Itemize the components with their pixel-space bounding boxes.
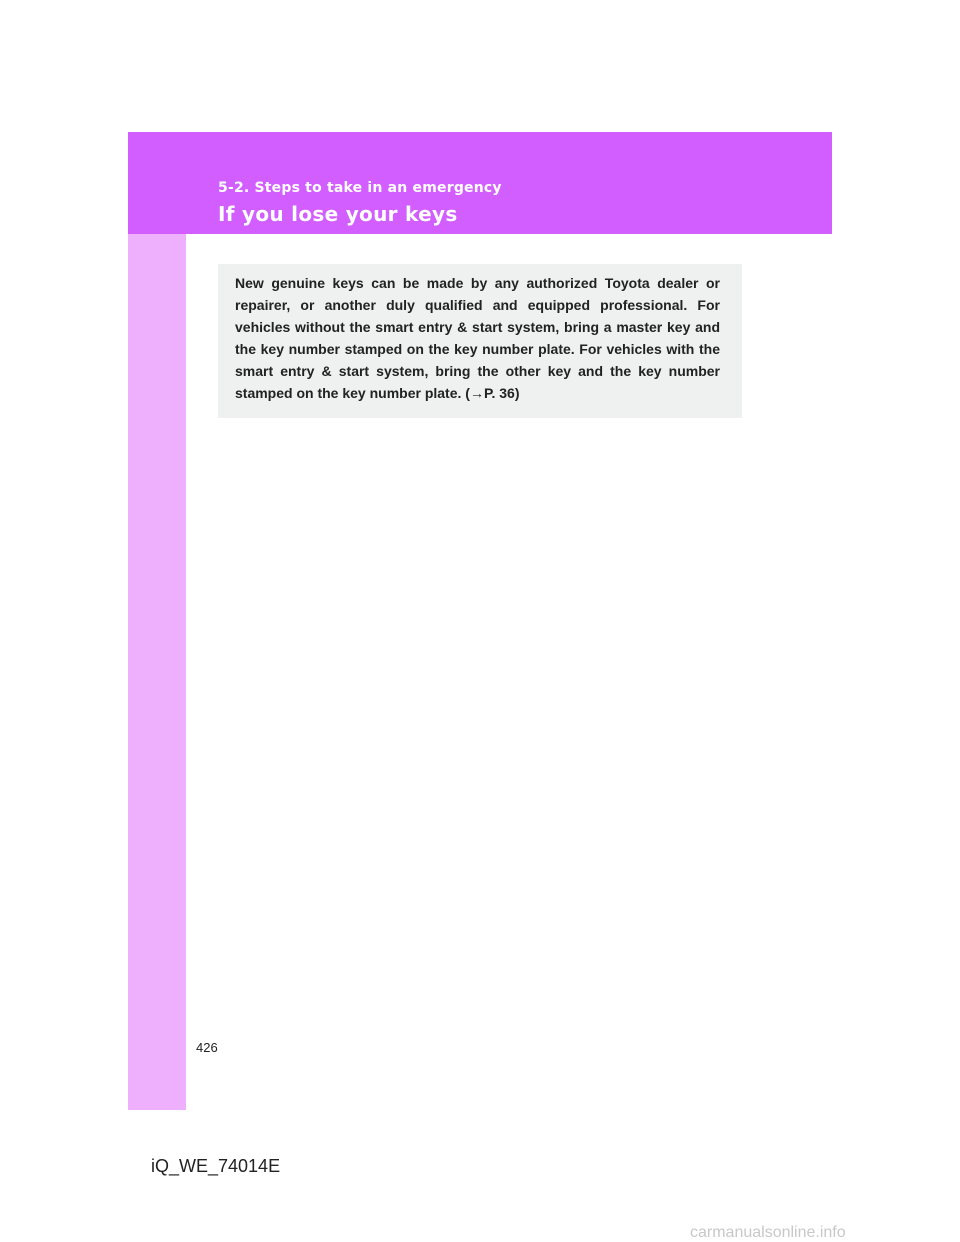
info-text: New genuine keys can be made by any authorized Toyota dealer or repairer, or another duly qualified and equipped professional. For vehicles without the smart entry & start system, bring a master key and the key number stamped on the key number plate. For vehicles with the smart entry & start system, bring the other key and the key number stamped on the key number plate. (→P. 36) xyxy=(235,275,720,401)
watermark: carmanualsonline.info xyxy=(690,1224,846,1241)
section-label: 5-2. Steps to take in an emergency xyxy=(218,180,502,196)
page-title: If you lose your keys xyxy=(218,202,458,226)
side-strip xyxy=(128,234,186,1110)
info-box xyxy=(218,264,742,418)
doc-code: iQ_WE_74014E xyxy=(151,1156,281,1176)
page-number: 426 xyxy=(196,1040,218,1055)
